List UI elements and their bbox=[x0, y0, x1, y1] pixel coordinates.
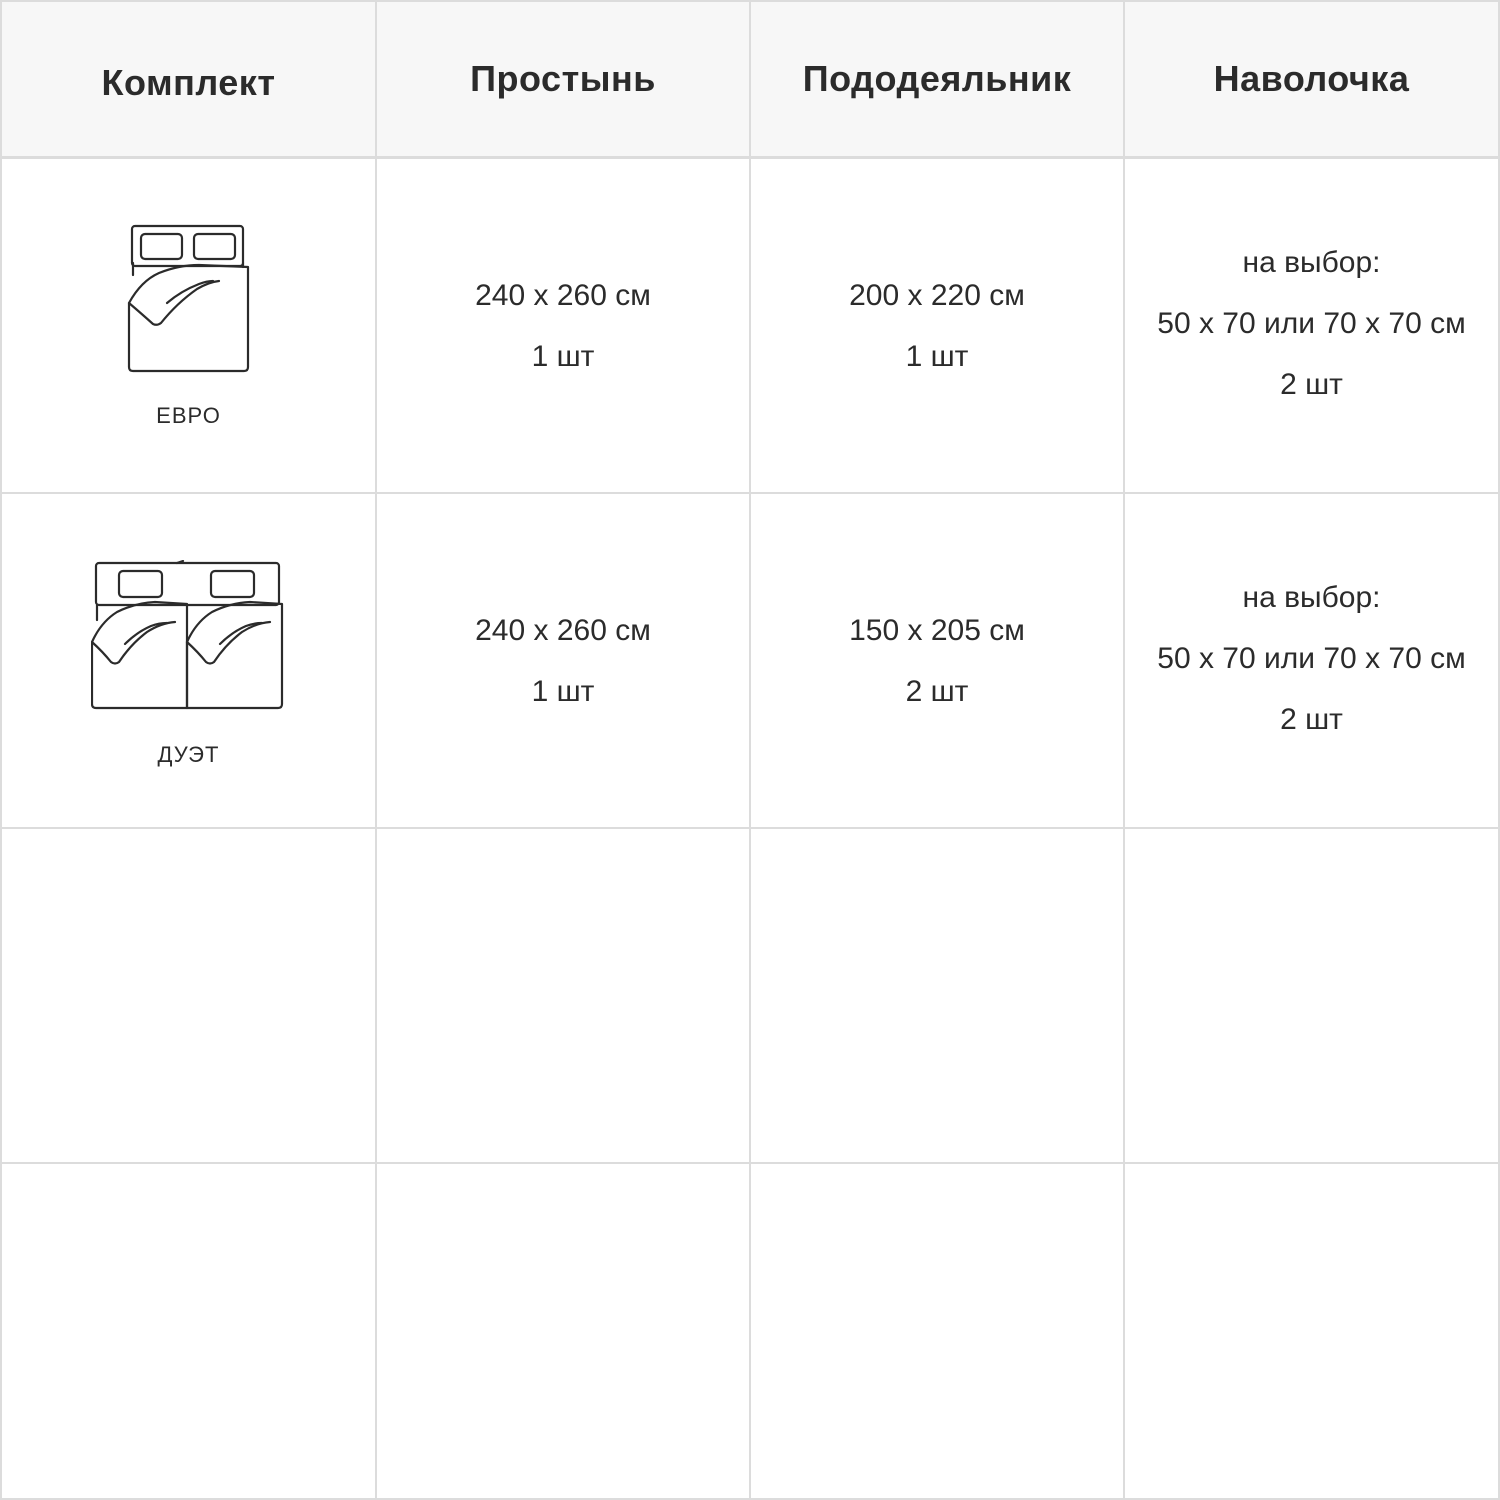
duvet-size: 200 х 220 см bbox=[849, 278, 1025, 312]
empty-cell bbox=[377, 1164, 751, 1498]
empty-cell bbox=[751, 829, 1125, 1164]
kit-duet bbox=[91, 560, 287, 768]
header-kit: Комплект bbox=[101, 62, 276, 103]
sheet-qty: 1 шт bbox=[531, 339, 595, 373]
row-duet-kit-cell bbox=[2, 494, 377, 829]
row-duet-duvet-cell bbox=[751, 494, 1125, 829]
sheet-size: 240 х 260 см bbox=[475, 278, 651, 312]
row-euro-kit-cell bbox=[2, 159, 377, 494]
empty-cell bbox=[751, 1164, 1125, 1498]
pillowcase-qty: 2 шт bbox=[1280, 702, 1343, 736]
empty-cell bbox=[1125, 829, 1498, 1164]
duvet-qty: 2 шт bbox=[905, 674, 969, 708]
pillowcase-note: на выбор: bbox=[1242, 580, 1381, 614]
twin-beds-icon bbox=[91, 560, 287, 712]
empty-cell bbox=[377, 829, 751, 1164]
duvet-size: 150 х 205 см bbox=[849, 613, 1025, 647]
empty-cell bbox=[2, 1164, 377, 1498]
header-sheet: Простынь bbox=[470, 58, 656, 99]
header-cell-duvet bbox=[751, 2, 1125, 159]
kit-euro bbox=[127, 223, 251, 429]
header-cell-pillowcase bbox=[1125, 2, 1498, 159]
duvet-qty: 1 шт bbox=[905, 339, 969, 373]
row-duet-sheet-cell bbox=[377, 494, 751, 829]
row-euro-duvet-cell bbox=[751, 159, 1125, 494]
pillowcase-note: на выбор: bbox=[1242, 245, 1381, 279]
kit-label-duet: ДУЭТ bbox=[157, 741, 220, 767]
kit-label-euro: ЕВРО bbox=[156, 402, 221, 428]
header-cell-kit bbox=[2, 2, 377, 159]
double-bed-icon bbox=[127, 223, 251, 373]
header-cell-sheet bbox=[377, 2, 751, 159]
row-duet-pillowcase-cell bbox=[1125, 494, 1498, 829]
header-duvet: Пододеяльник bbox=[802, 58, 1072, 99]
row-euro-sheet-cell bbox=[377, 159, 751, 494]
row-euro-pillowcase-cell bbox=[1125, 159, 1498, 494]
header-pillowcase: Наволочка bbox=[1213, 58, 1410, 99]
pillowcase-size: 50 х 70 или 70 х 70 см bbox=[1157, 641, 1466, 675]
sheet-qty: 1 шт bbox=[531, 674, 595, 708]
empty-cell bbox=[1125, 1164, 1498, 1498]
pillowcase-size: 50 х 70 или 70 х 70 см bbox=[1157, 306, 1466, 340]
empty-cell bbox=[2, 829, 377, 1164]
pillowcase-qty: 2 шт bbox=[1280, 367, 1343, 401]
sheet-size: 240 х 260 см bbox=[475, 613, 651, 647]
